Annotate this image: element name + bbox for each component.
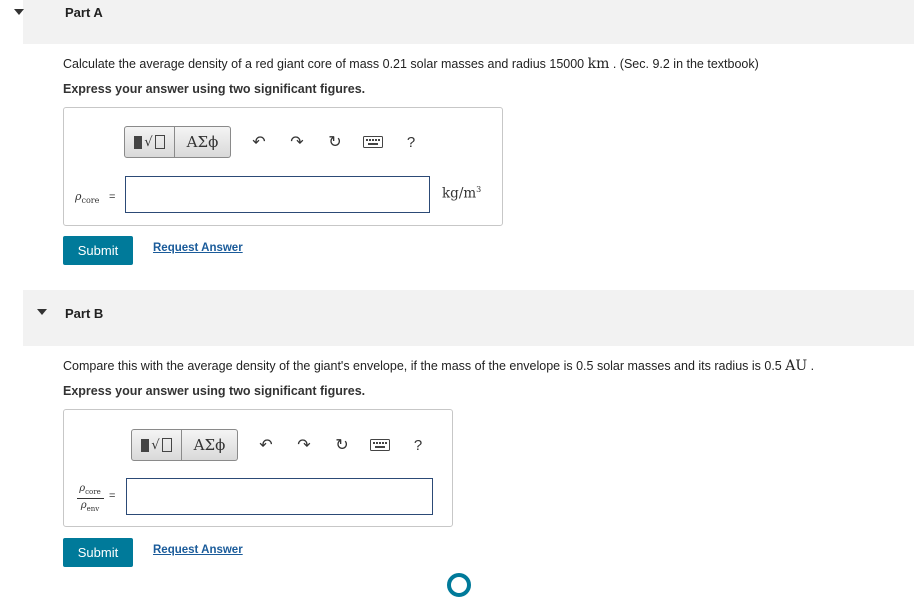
undo-icon[interactable]: ↶ (252, 134, 266, 151)
part-b-header[interactable] (23, 290, 914, 346)
part-a-instruction: Express your answer using two significant figures. (63, 82, 366, 96)
part-a-submit-button[interactable]: Submit (63, 236, 133, 265)
template-box-icon (162, 438, 172, 452)
part-a-answer-input[interactable] (125, 176, 430, 213)
part-a-request-answer-link[interactable]: Request Answer (153, 242, 243, 254)
redo-icon[interactable]: ↷ (297, 437, 311, 454)
templates-button[interactable] (131, 429, 182, 461)
part-b-question: Compare this with the average density of the giant's envelope, if the mass of the envelope is 0.5 solar masses and its radius is 0.5 AU . (63, 358, 815, 374)
part-b-lhs-denominator: $\rho_{env}$ (80, 500, 100, 513)
help-icon[interactable]: ? (406, 133, 416, 151)
part-a-title: Part A (65, 5, 103, 20)
part-b-instruction: Express your answer using two significant figures. (63, 384, 366, 398)
part-b-lhs-numerator: $\rho_{core}$ (79, 483, 101, 496)
radical-icon: √ (144, 134, 153, 150)
reset-icon[interactable]: ↻ (328, 134, 342, 151)
part-b-request-answer-link[interactable]: Request Answer (153, 544, 243, 556)
keyboard-icon[interactable] (359, 128, 387, 156)
pearson-logo-icon (447, 573, 471, 597)
fraction-bar (77, 498, 104, 499)
greek-symbols-button[interactable]: ΑΣϕ (175, 126, 231, 158)
reset-icon[interactable]: ↻ (335, 437, 349, 454)
part-a-answer-box (63, 107, 503, 226)
help-icon[interactable]: ? (413, 436, 423, 454)
collapse-caret-icon[interactable] (37, 309, 47, 315)
part-b-answer-box (63, 409, 453, 527)
equals-sign: = (109, 191, 116, 203)
templates-button[interactable] (124, 126, 175, 158)
part-a-units: $kg/m^3$ (442, 185, 482, 202)
undo-icon[interactable]: ↶ (259, 437, 273, 454)
part-b-math-toolbar (131, 429, 432, 461)
template-box-icon (155, 135, 165, 149)
part-a-lhs: $\rho_{core}$ (75, 190, 100, 206)
template-block-icon (134, 136, 142, 149)
part-a-header[interactable] (23, 0, 914, 44)
part-b-title: Part B (65, 306, 104, 321)
collapse-caret-icon[interactable] (14, 9, 24, 15)
template-block-icon (141, 439, 149, 452)
redo-icon[interactable]: ↷ (290, 134, 304, 151)
part-a-math-toolbar (124, 126, 425, 158)
part-b-answer-input[interactable] (126, 478, 433, 515)
part-b-submit-button[interactable]: Submit (63, 538, 133, 567)
keyboard-icon[interactable] (366, 431, 394, 459)
part-a-question: Calculate the average density of a red giant core of mass 0.21 solar masses and radius 15000 km . (Sec. 9.2 in the textbook) (63, 56, 759, 72)
radical-icon: √ (151, 437, 160, 453)
equals-sign: = (109, 490, 116, 502)
greek-symbols-button[interactable]: ΑΣϕ (182, 429, 238, 461)
